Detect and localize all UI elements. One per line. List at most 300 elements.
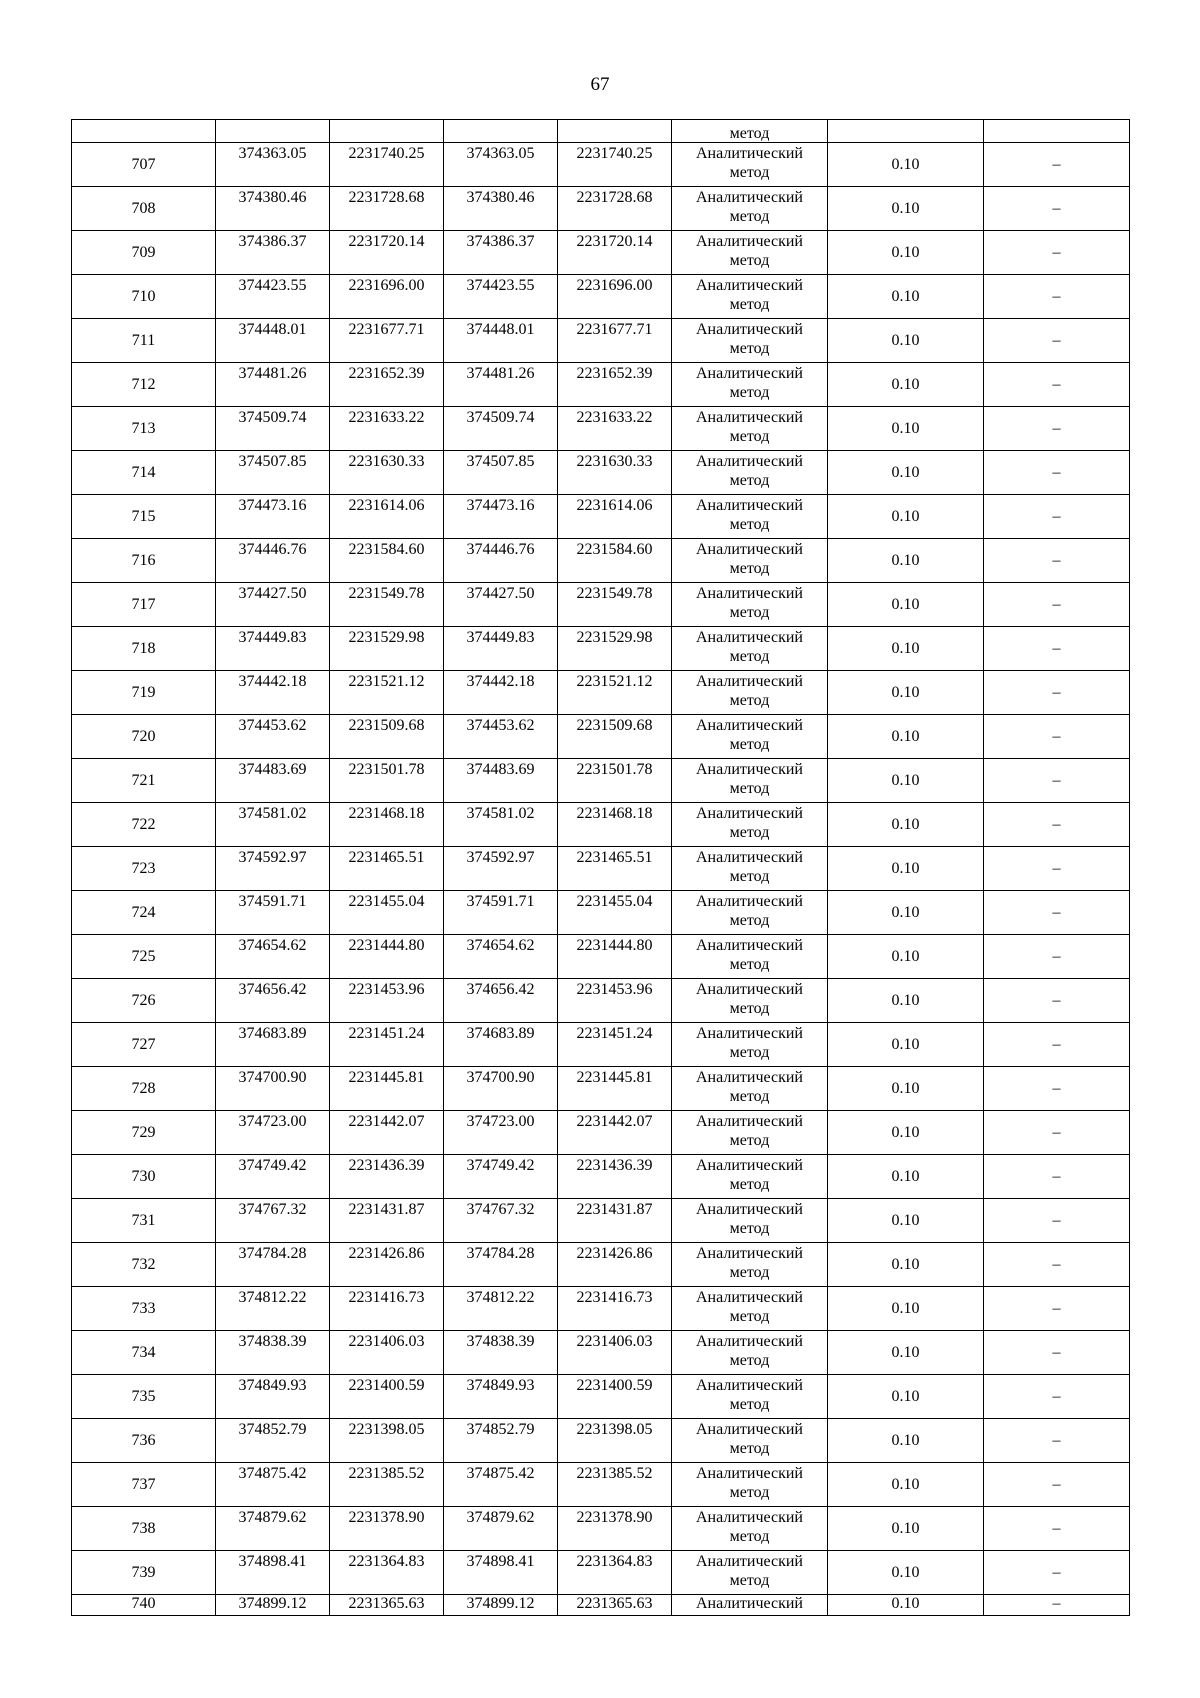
cell-precision: 0.10 [828, 143, 984, 187]
cell-y-existing: 2231442.07 [330, 1111, 444, 1155]
cell-point-number: 727 [72, 1023, 216, 1067]
cell-method [672, 1375, 828, 1419]
cell-x-new: 374380.46 [444, 187, 558, 231]
page-number: 67 [590, 74, 610, 95]
table-row [72, 1243, 1130, 1287]
cell-y-new: 2231728.68 [558, 187, 672, 231]
cell-y-existing: 2231549.78 [330, 583, 444, 627]
cell-description: – [984, 1243, 1130, 1287]
cell-x-new: 374700.90 [444, 1067, 558, 1111]
method-line-2: метод [729, 384, 770, 401]
cell-y-new: 2231720.14 [558, 231, 672, 275]
method-line-1: Аналитический [695, 717, 803, 734]
method-line-2: метод [729, 296, 770, 313]
cell-method [672, 1463, 828, 1507]
cell-x-existing: 374767.32 [216, 1199, 330, 1243]
cell-method-tail: метод [672, 120, 828, 143]
coordinates-table [71, 119, 1130, 1616]
cell-x-existing: 374700.90 [216, 1067, 330, 1111]
cell-x-existing: 374453.62 [216, 715, 330, 759]
table-row [72, 627, 1130, 671]
method-line-2: метод [729, 736, 770, 753]
method-line-2: метод [729, 560, 770, 577]
cell-y-new: 2231378.90 [558, 1507, 672, 1551]
cell-description: – [984, 1067, 1130, 1111]
cell-y-existing: 2231677.71 [330, 319, 444, 363]
cell-point-number: 723 [72, 847, 216, 891]
cell-description: – [984, 1419, 1130, 1463]
cell-y-existing: 2231400.59 [330, 1375, 444, 1419]
method-line-2: метод [729, 516, 770, 533]
method-line-1: Аналитический [695, 1201, 803, 1218]
cell-precision: 0.10 [828, 407, 984, 451]
table-row [72, 715, 1130, 759]
cell-x-existing: 374581.02 [216, 803, 330, 847]
cell-point-number: 729 [72, 1111, 216, 1155]
cell-y-existing: 2231529.98 [330, 627, 444, 671]
cell-description: – [984, 1111, 1130, 1155]
cell-x-existing: 374427.50 [216, 583, 330, 627]
method-line-1: Аналитический [695, 849, 803, 866]
cell-x-existing: 374442.18 [216, 671, 330, 715]
method-line-1: Аналитический [695, 761, 803, 778]
cell-point-number: 739 [72, 1551, 216, 1595]
method-line-1: Аналитический [695, 321, 803, 338]
cell-x-existing: 374812.22 [216, 1287, 330, 1331]
cell-description: – [984, 275, 1130, 319]
cell-empty [984, 120, 1130, 143]
cell-y-new: 2231549.78 [558, 583, 672, 627]
cell-y-new: 2231630.33 [558, 451, 672, 495]
cell-y-existing: 2231630.33 [330, 451, 444, 495]
cell-precision: 0.10 [828, 1111, 984, 1155]
method-line-1: Аналитический [695, 1553, 803, 1570]
cell-x-new: 374654.62 [444, 935, 558, 979]
table-row [72, 1507, 1130, 1551]
cell-x-existing: 374386.37 [216, 231, 330, 275]
cell-description: – [984, 1375, 1130, 1419]
method-line-1: Аналитический [695, 541, 803, 558]
cell-y-new: 2231465.51 [558, 847, 672, 891]
method-line-2: метод [729, 604, 770, 621]
table-row-last [72, 1595, 1130, 1616]
cell-y-new: 2231445.81 [558, 1067, 672, 1111]
cell-y-existing: 2231696.00 [330, 275, 444, 319]
method-line-1: Аналитический [695, 585, 803, 602]
method-line-1: Аналитический [695, 1245, 803, 1262]
table-row [72, 979, 1130, 1023]
cell-y-new: 2231509.68 [558, 715, 672, 759]
cell-precision: 0.10 [828, 275, 984, 319]
cell-method [672, 407, 828, 451]
cell-x-new: 374749.42 [444, 1155, 558, 1199]
cell-method [672, 1155, 828, 1199]
cell-y-new: 2231364.83 [558, 1551, 672, 1595]
table-row [72, 1023, 1130, 1067]
cell-description: – [984, 539, 1130, 583]
table-row [72, 1463, 1130, 1507]
cell-x-new: 374483.69 [444, 759, 558, 803]
table-row [72, 935, 1130, 979]
cell-empty [828, 120, 984, 143]
cell-precision: 0.10 [828, 231, 984, 275]
method-line-2: метод [729, 1308, 770, 1325]
cell-x-existing: 374683.89 [216, 1023, 330, 1067]
table-row [72, 319, 1130, 363]
cell-precision: 0.10 [828, 847, 984, 891]
cell-point-number: 735 [72, 1375, 216, 1419]
method-line-1: Аналитический [695, 189, 803, 206]
cell-description: – [984, 363, 1130, 407]
method-line-2: метод [729, 428, 770, 445]
cell-x-existing: 374481.26 [216, 363, 330, 407]
cell-x-new: 374852.79 [444, 1419, 558, 1463]
cell-point-number: 725 [72, 935, 216, 979]
method-line-2: метод [729, 824, 770, 841]
cell-description: – [984, 1155, 1130, 1199]
method-line-2: метод [729, 208, 770, 225]
cell-y-existing: 2231416.73 [330, 1287, 444, 1331]
method-line-1: Аналитический [695, 233, 803, 250]
method-line-1: Аналитический [695, 937, 803, 954]
cell-description: – [984, 143, 1130, 187]
cell-precision: 0.10 [828, 627, 984, 671]
cell-x-existing: 374899.12 [216, 1595, 330, 1616]
cell-precision: 0.10 [828, 583, 984, 627]
cell-x-existing: 374656.42 [216, 979, 330, 1023]
cell-x-existing: 374875.42 [216, 1463, 330, 1507]
cell-method [672, 627, 828, 671]
cell-point-number: 709 [72, 231, 216, 275]
cell-y-new: 2231455.04 [558, 891, 672, 935]
cell-precision: 0.10 [828, 1551, 984, 1595]
cell-precision: 0.10 [828, 539, 984, 583]
cell-description: – [984, 187, 1130, 231]
cell-description: – [984, 935, 1130, 979]
method-line-2: метод [729, 472, 770, 489]
table-row [72, 407, 1130, 451]
cell-precision: 0.10 [828, 1595, 984, 1616]
cell-method [672, 319, 828, 363]
cell-description: – [984, 671, 1130, 715]
cell-precision: 0.10 [828, 1243, 984, 1287]
cell-method [672, 1551, 828, 1595]
cell-x-existing: 374723.00 [216, 1111, 330, 1155]
cell-point-number: 730 [72, 1155, 216, 1199]
cell-method [672, 671, 828, 715]
cell-point-number: 734 [72, 1331, 216, 1375]
cell-x-new: 374507.85 [444, 451, 558, 495]
cell-y-existing: 2231364.83 [330, 1551, 444, 1595]
method-line-2: метод [729, 1176, 770, 1193]
cell-precision: 0.10 [828, 495, 984, 539]
cell-y-new: 2231584.60 [558, 539, 672, 583]
cell-description: – [984, 583, 1130, 627]
method-line-2: метод [729, 1396, 770, 1413]
method-line-1: Аналитический [695, 893, 803, 910]
cell-point-number: 724 [72, 891, 216, 935]
table-row [72, 275, 1130, 319]
cell-empty [216, 120, 330, 143]
cell-method [672, 1243, 828, 1287]
cell-method [672, 187, 828, 231]
method-line-2: метод [729, 252, 770, 269]
cell-point-number: 719 [72, 671, 216, 715]
cell-x-existing: 374448.01 [216, 319, 330, 363]
cell-method [672, 231, 828, 275]
cell-precision: 0.10 [828, 935, 984, 979]
cell-method [672, 1287, 828, 1331]
cell-y-existing: 2231728.68 [330, 187, 444, 231]
cell-x-new: 374849.93 [444, 1375, 558, 1419]
method-line-1: Аналитический [695, 365, 803, 382]
cell-precision: 0.10 [828, 1199, 984, 1243]
cell-point-number: 711 [72, 319, 216, 363]
method-line-1: Аналитический [695, 1465, 803, 1482]
cell-point-number: 707 [72, 143, 216, 187]
method-line-1: Аналитический [695, 1289, 803, 1306]
cell-point-number: 733 [72, 1287, 216, 1331]
cell-x-new: 374767.32 [444, 1199, 558, 1243]
cell-y-new: 2231365.63 [558, 1595, 672, 1616]
cell-y-existing: 2231365.63 [330, 1595, 444, 1616]
method-line-2: метод [729, 780, 770, 797]
cell-x-existing: 374654.62 [216, 935, 330, 979]
cell-x-new: 374581.02 [444, 803, 558, 847]
table-row [72, 231, 1130, 275]
cell-method [672, 715, 828, 759]
cell-y-new: 2231468.18 [558, 803, 672, 847]
table-row [72, 1155, 1130, 1199]
method-line-1: Аналитический [695, 453, 803, 470]
cell-x-new: 374723.00 [444, 1111, 558, 1155]
cell-empty [330, 120, 444, 143]
method-line-2: метод [729, 1572, 770, 1589]
cell-method [672, 759, 828, 803]
cell-x-new: 374427.50 [444, 583, 558, 627]
cell-y-existing: 2231509.68 [330, 715, 444, 759]
cell-y-new: 2231614.06 [558, 495, 672, 539]
cell-description: – [984, 627, 1130, 671]
cell-y-existing: 2231652.39 [330, 363, 444, 407]
cell-x-new: 374446.76 [444, 539, 558, 583]
cell-precision: 0.10 [828, 1067, 984, 1111]
cell-point-number: 713 [72, 407, 216, 451]
cell-y-existing: 2231465.51 [330, 847, 444, 891]
cell-method [672, 539, 828, 583]
table-row [72, 671, 1130, 715]
cell-x-new: 374683.89 [444, 1023, 558, 1067]
cell-point-number: 738 [72, 1507, 216, 1551]
cell-empty [444, 120, 558, 143]
cell-precision: 0.10 [828, 891, 984, 935]
method-line-1: Аналитический [695, 1025, 803, 1042]
cell-method [672, 1023, 828, 1067]
method-line-1: Аналитический [695, 497, 803, 514]
cell-y-existing: 2231455.04 [330, 891, 444, 935]
cell-precision: 0.10 [828, 451, 984, 495]
cell-method [672, 451, 828, 495]
cell-x-existing: 374838.39 [216, 1331, 330, 1375]
cell-x-new: 374442.18 [444, 671, 558, 715]
cell-precision: 0.10 [828, 671, 984, 715]
cell-method [672, 583, 828, 627]
cell-empty [72, 120, 216, 143]
cell-description: – [984, 1287, 1130, 1331]
cell-y-existing: 2231468.18 [330, 803, 444, 847]
cell-point-number: 717 [72, 583, 216, 627]
cell-x-new: 374363.05 [444, 143, 558, 187]
cell-point-number: 720 [72, 715, 216, 759]
cell-x-new: 374509.74 [444, 407, 558, 451]
cell-x-new: 374838.39 [444, 1331, 558, 1375]
cell-precision: 0.10 [828, 759, 984, 803]
cell-x-new: 374449.83 [444, 627, 558, 671]
cell-description: – [984, 495, 1130, 539]
cell-point-number: 718 [72, 627, 216, 671]
table-row [72, 1551, 1130, 1595]
cell-y-new: 2231529.98 [558, 627, 672, 671]
cell-method [672, 275, 828, 319]
cell-y-new: 2231436.39 [558, 1155, 672, 1199]
cell-point-number: 708 [72, 187, 216, 231]
cell-method [672, 803, 828, 847]
cell-x-existing: 374380.46 [216, 187, 330, 231]
cell-method [672, 495, 828, 539]
table-row [72, 847, 1130, 891]
cell-description: – [984, 407, 1130, 451]
cell-point-number: 732 [72, 1243, 216, 1287]
cell-y-existing: 2231444.80 [330, 935, 444, 979]
cell-x-new: 374656.42 [444, 979, 558, 1023]
cell-precision: 0.10 [828, 1287, 984, 1331]
cell-point-number: 714 [72, 451, 216, 495]
method-line-2: метод [729, 1132, 770, 1149]
cell-y-new: 2231451.24 [558, 1023, 672, 1067]
cell-y-new: 2231740.25 [558, 143, 672, 187]
cell-point-number: 740 [72, 1595, 216, 1616]
cell-point-number: 715 [72, 495, 216, 539]
cell-x-existing: 374507.85 [216, 451, 330, 495]
table-row [72, 803, 1130, 847]
cell-y-new: 2231453.96 [558, 979, 672, 1023]
cell-method [672, 1507, 828, 1551]
cell-y-existing: 2231406.03 [330, 1331, 444, 1375]
cell-precision: 0.10 [828, 187, 984, 231]
method-line-2: метод [729, 1220, 770, 1237]
cell-method [672, 1111, 828, 1155]
continuation-row [72, 120, 1130, 143]
cell-y-new: 2231501.78 [558, 759, 672, 803]
cell-point-number: 737 [72, 1463, 216, 1507]
method-line-2: метод [729, 164, 770, 181]
method-line-1: Аналитический [695, 981, 803, 998]
cell-point-number: 726 [72, 979, 216, 1023]
method-line-2: метод [729, 1044, 770, 1061]
method-line-1: Аналитический [695, 1069, 803, 1086]
method-line-1: Аналитический [695, 409, 803, 426]
cell-y-new: 2231444.80 [558, 935, 672, 979]
method-line-1: Аналитический [695, 1333, 803, 1350]
method-line-2: метод [729, 1000, 770, 1017]
cell-method [672, 1419, 828, 1463]
cell-empty [558, 120, 672, 143]
method-line-1: Аналитический [695, 1377, 803, 1394]
cell-x-new: 374481.26 [444, 363, 558, 407]
method-line-1: Аналитический [695, 1421, 803, 1438]
cell-x-existing: 374591.71 [216, 891, 330, 935]
cell-description: – [984, 759, 1130, 803]
table-row [72, 363, 1130, 407]
cell-x-existing: 374592.97 [216, 847, 330, 891]
cell-y-new: 2231652.39 [558, 363, 672, 407]
cell-y-new: 2231426.86 [558, 1243, 672, 1287]
cell-description: – [984, 1595, 1130, 1616]
cell-x-existing: 374879.62 [216, 1507, 330, 1551]
cell-method [672, 979, 828, 1023]
cell-y-existing: 2231426.86 [330, 1243, 444, 1287]
table-row [72, 451, 1130, 495]
cell-y-existing: 2231436.39 [330, 1155, 444, 1199]
method-line-1: Аналитический [695, 673, 803, 690]
cell-y-existing: 2231584.60 [330, 539, 444, 583]
cell-x-existing: 374446.76 [216, 539, 330, 583]
cell-x-new: 374899.12 [444, 1595, 558, 1616]
cell-y-new: 2231633.22 [558, 407, 672, 451]
cell-x-existing: 374483.69 [216, 759, 330, 803]
method-line-2: метод [729, 1264, 770, 1281]
cell-x-new: 374592.97 [444, 847, 558, 891]
cell-x-existing: 374423.55 [216, 275, 330, 319]
cell-description: – [984, 847, 1130, 891]
cell-x-new: 374784.28 [444, 1243, 558, 1287]
cell-x-existing: 374749.42 [216, 1155, 330, 1199]
table-row [72, 583, 1130, 627]
cell-x-new: 374473.16 [444, 495, 558, 539]
table-row [72, 495, 1130, 539]
table-row [72, 1419, 1130, 1463]
cell-x-new: 374448.01 [444, 319, 558, 363]
cell-precision: 0.10 [828, 1023, 984, 1067]
cell-description: – [984, 1331, 1130, 1375]
cell-precision: 0.10 [828, 1375, 984, 1419]
cell-method [672, 143, 828, 187]
table-row [72, 143, 1130, 187]
cell-y-existing: 2231445.81 [330, 1067, 444, 1111]
cell-method [672, 1331, 828, 1375]
method-line-1: Аналитический [695, 629, 803, 646]
table-row [72, 187, 1130, 231]
method-line-2: метод [729, 1484, 770, 1501]
cell-x-existing: 374849.93 [216, 1375, 330, 1419]
cell-y-new: 2231385.52 [558, 1463, 672, 1507]
cell-method: Аналитический [672, 1595, 828, 1616]
table-row [72, 1067, 1130, 1111]
cell-y-existing: 2231385.52 [330, 1463, 444, 1507]
method-line-1: Аналитический [695, 145, 803, 162]
table-row [72, 1287, 1130, 1331]
cell-y-existing: 2231398.05 [330, 1419, 444, 1463]
cell-y-new: 2231696.00 [558, 275, 672, 319]
cell-method [672, 363, 828, 407]
cell-method [672, 891, 828, 935]
cell-y-new: 2231521.12 [558, 671, 672, 715]
method-line-2: метод [729, 1352, 770, 1369]
cell-x-existing: 374898.41 [216, 1551, 330, 1595]
cell-y-new: 2231677.71 [558, 319, 672, 363]
cell-description: – [984, 231, 1130, 275]
method-line-2: метод [729, 1528, 770, 1545]
